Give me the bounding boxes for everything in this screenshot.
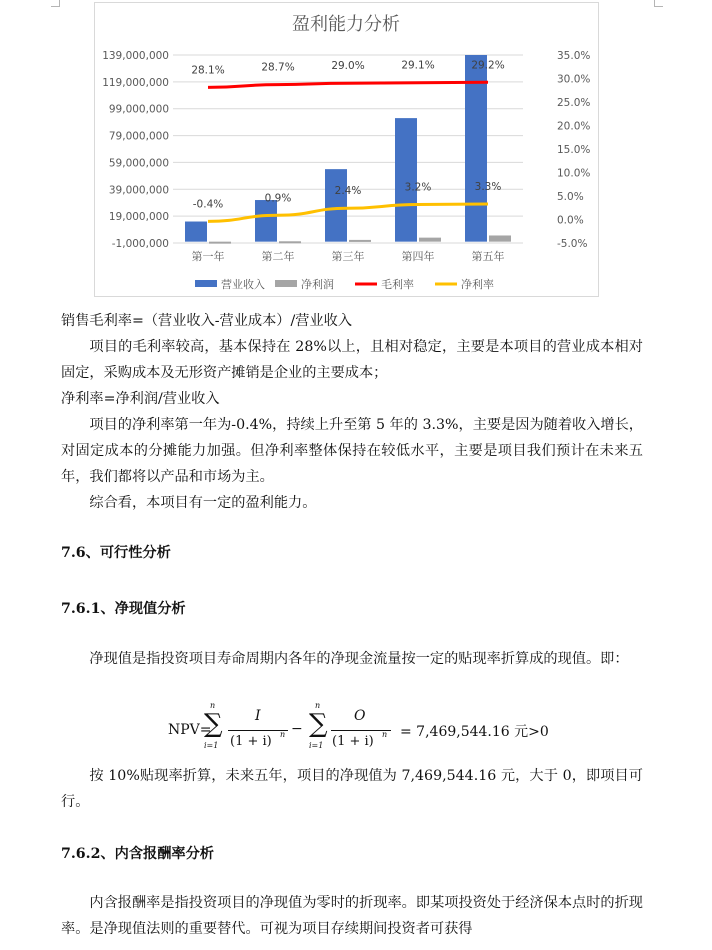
fraction-bar-1 bbox=[228, 730, 288, 731]
sum-bottom-1: i=1 bbox=[204, 741, 219, 750]
left-axis-tick-label: 139,000,000 bbox=[102, 50, 169, 62]
category-label: 第二年 bbox=[261, 250, 295, 263]
right-axis-tick-label: -5.0% bbox=[557, 238, 588, 250]
gross-margin-data-label: 28.1% bbox=[191, 64, 225, 77]
legend-label: 毛利率 bbox=[381, 278, 414, 291]
chart-canvas bbox=[95, 3, 598, 296]
irr-intro-paragraph: 内含报酬率是指投资项目的净现值为零时的折现率。即某项投资处于经济保本点时的折现率。是净现值法则的重要替代。可视为项目存续期间投资者可获得 bbox=[61, 895, 643, 937]
net-profit-bar bbox=[209, 242, 231, 244]
sum-top-2: n bbox=[315, 701, 321, 710]
right-axis-tick-label: 5.0% bbox=[557, 191, 584, 203]
gross-margin-data-label: 29.2% bbox=[471, 59, 505, 72]
heading-feasibility: 7.6、可行性分析 bbox=[61, 545, 171, 561]
exponent-2: n bbox=[382, 730, 388, 739]
numerator-2: O bbox=[354, 708, 366, 724]
chart-title: 盈利能力分析 bbox=[292, 14, 400, 35]
gross-margin-data-label: 28.7% bbox=[261, 61, 295, 74]
revenue-bar bbox=[395, 118, 417, 242]
right-axis-tick-label: 25.0% bbox=[557, 97, 591, 109]
left-axis-tick-label: 39,000,000 bbox=[108, 184, 169, 197]
npv-result-paragraph: 按 10%贴现率折算，未来五年，项目的净现值为 7,469,544.16 元，大于 0，即项目可行。 bbox=[61, 768, 643, 810]
crop-mark-left bbox=[51, 0, 60, 7]
left-axis-tick-label: 59,000,000 bbox=[108, 157, 169, 170]
left-axis-tick-label: 79,000,000 bbox=[108, 130, 169, 143]
left-axis-tick-label: 119,000,000 bbox=[102, 76, 169, 89]
net-margin-data-label: 3.3% bbox=[474, 180, 502, 193]
category-label: 第一年 bbox=[191, 250, 225, 263]
sum-top-1: n bbox=[210, 701, 216, 710]
right-axis-tick-label: 20.0% bbox=[557, 120, 591, 133]
net-margin-data-label: 2.4% bbox=[334, 185, 362, 198]
exponent-1: n bbox=[280, 730, 286, 739]
net-profit-bar bbox=[349, 240, 371, 242]
revenue-bar bbox=[185, 222, 207, 242]
formula-lhs: NPV= bbox=[168, 722, 212, 738]
left-axis-tick-label: 19,000,000 bbox=[108, 211, 169, 224]
net-profit-bar bbox=[419, 238, 441, 242]
gross-margin-data-label: 29.1% bbox=[401, 59, 435, 72]
numerator-1: I bbox=[255, 708, 261, 724]
net-margin-data-label: 3.2% bbox=[404, 181, 432, 194]
left-axis-tick-label: 99,000,000 bbox=[108, 103, 169, 116]
net-profit-bar bbox=[489, 235, 511, 241]
revenue-bar bbox=[325, 169, 347, 242]
net-margin-data-label: -0.4% bbox=[192, 198, 224, 211]
sum-bottom-2: i=1 bbox=[309, 741, 324, 750]
conclusion-paragraph: 综合看，本项目有一定的盈利能力。 bbox=[89, 495, 317, 511]
denominator-2: (1 + i) bbox=[332, 734, 374, 749]
left-axis-tick-label: -1,000,000 bbox=[111, 238, 169, 250]
profitability-chart bbox=[94, 2, 599, 297]
net-margin-formula: 净利率=净利润/营业收入 bbox=[61, 391, 220, 407]
right-axis-tick-label: 35.0% bbox=[557, 50, 591, 62]
net-margin-data-label: 0.9% bbox=[264, 192, 292, 205]
legend-label: 营业收入 bbox=[221, 278, 265, 291]
gross-margin-data-label: 29.0% bbox=[331, 60, 365, 73]
right-axis-tick-label: 15.0% bbox=[557, 144, 591, 156]
revenue-bar bbox=[255, 200, 277, 242]
legend-swatch bbox=[275, 280, 297, 287]
category-label: 第五年 bbox=[471, 250, 505, 263]
gross-margin-formula: 销售毛利率=（营业收入-营业成本）/营业收入 bbox=[61, 313, 353, 329]
net-margin-line bbox=[208, 204, 488, 221]
denominator-1: (1 + i) bbox=[230, 734, 272, 749]
crop-mark-right bbox=[654, 0, 663, 7]
right-axis-tick-label: 0.0% bbox=[557, 214, 584, 227]
right-axis-tick-label: 10.0% bbox=[557, 167, 591, 180]
net-margin-paragraph: 项目的净利率第一年为-0.4%，持续上升至第 5 年的 3.3%，主要是因为随着收入增长，对固定成本的分摊能力加强。但净利率整体保持在较低水平，主要是项目我们预计在未来五年，我们都将以产品和市场为主。 bbox=[61, 417, 643, 485]
right-axis-tick-label: 30.0% bbox=[557, 73, 591, 86]
npv-formula bbox=[168, 701, 588, 755]
category-label: 第四年 bbox=[401, 250, 435, 263]
net-profit-bar bbox=[279, 241, 301, 243]
heading-npv: 7.6.1、净现值分析 bbox=[61, 601, 186, 617]
npv-intro-paragraph: 净现值是指投资项目寿命周期内各年的净现金流量按一定的贴现率折算成的现值。即： bbox=[89, 651, 629, 667]
category-label: 第三年 bbox=[331, 250, 365, 263]
formula-result: = 7,469,544.16 元>0 bbox=[400, 724, 549, 740]
heading-irr: 7.6.2、内含报酬率分析 bbox=[61, 846, 214, 862]
legend-label: 净利润 bbox=[301, 278, 334, 291]
legend-label: 净利率 bbox=[461, 278, 494, 291]
gross-margin-line bbox=[208, 82, 488, 87]
sum-symbol-1: ∑ bbox=[204, 709, 223, 739]
legend-swatch bbox=[195, 280, 217, 287]
minus-sign: − bbox=[291, 721, 303, 737]
sum-symbol-2: ∑ bbox=[309, 709, 328, 739]
gross-margin-paragraph: 项目的毛利率较高，基本保持在 28%以上，且相对稳定，主要是本项目的营业成本相对固定，采购成本及无形资产摊销是企业的主要成本； bbox=[61, 339, 643, 381]
